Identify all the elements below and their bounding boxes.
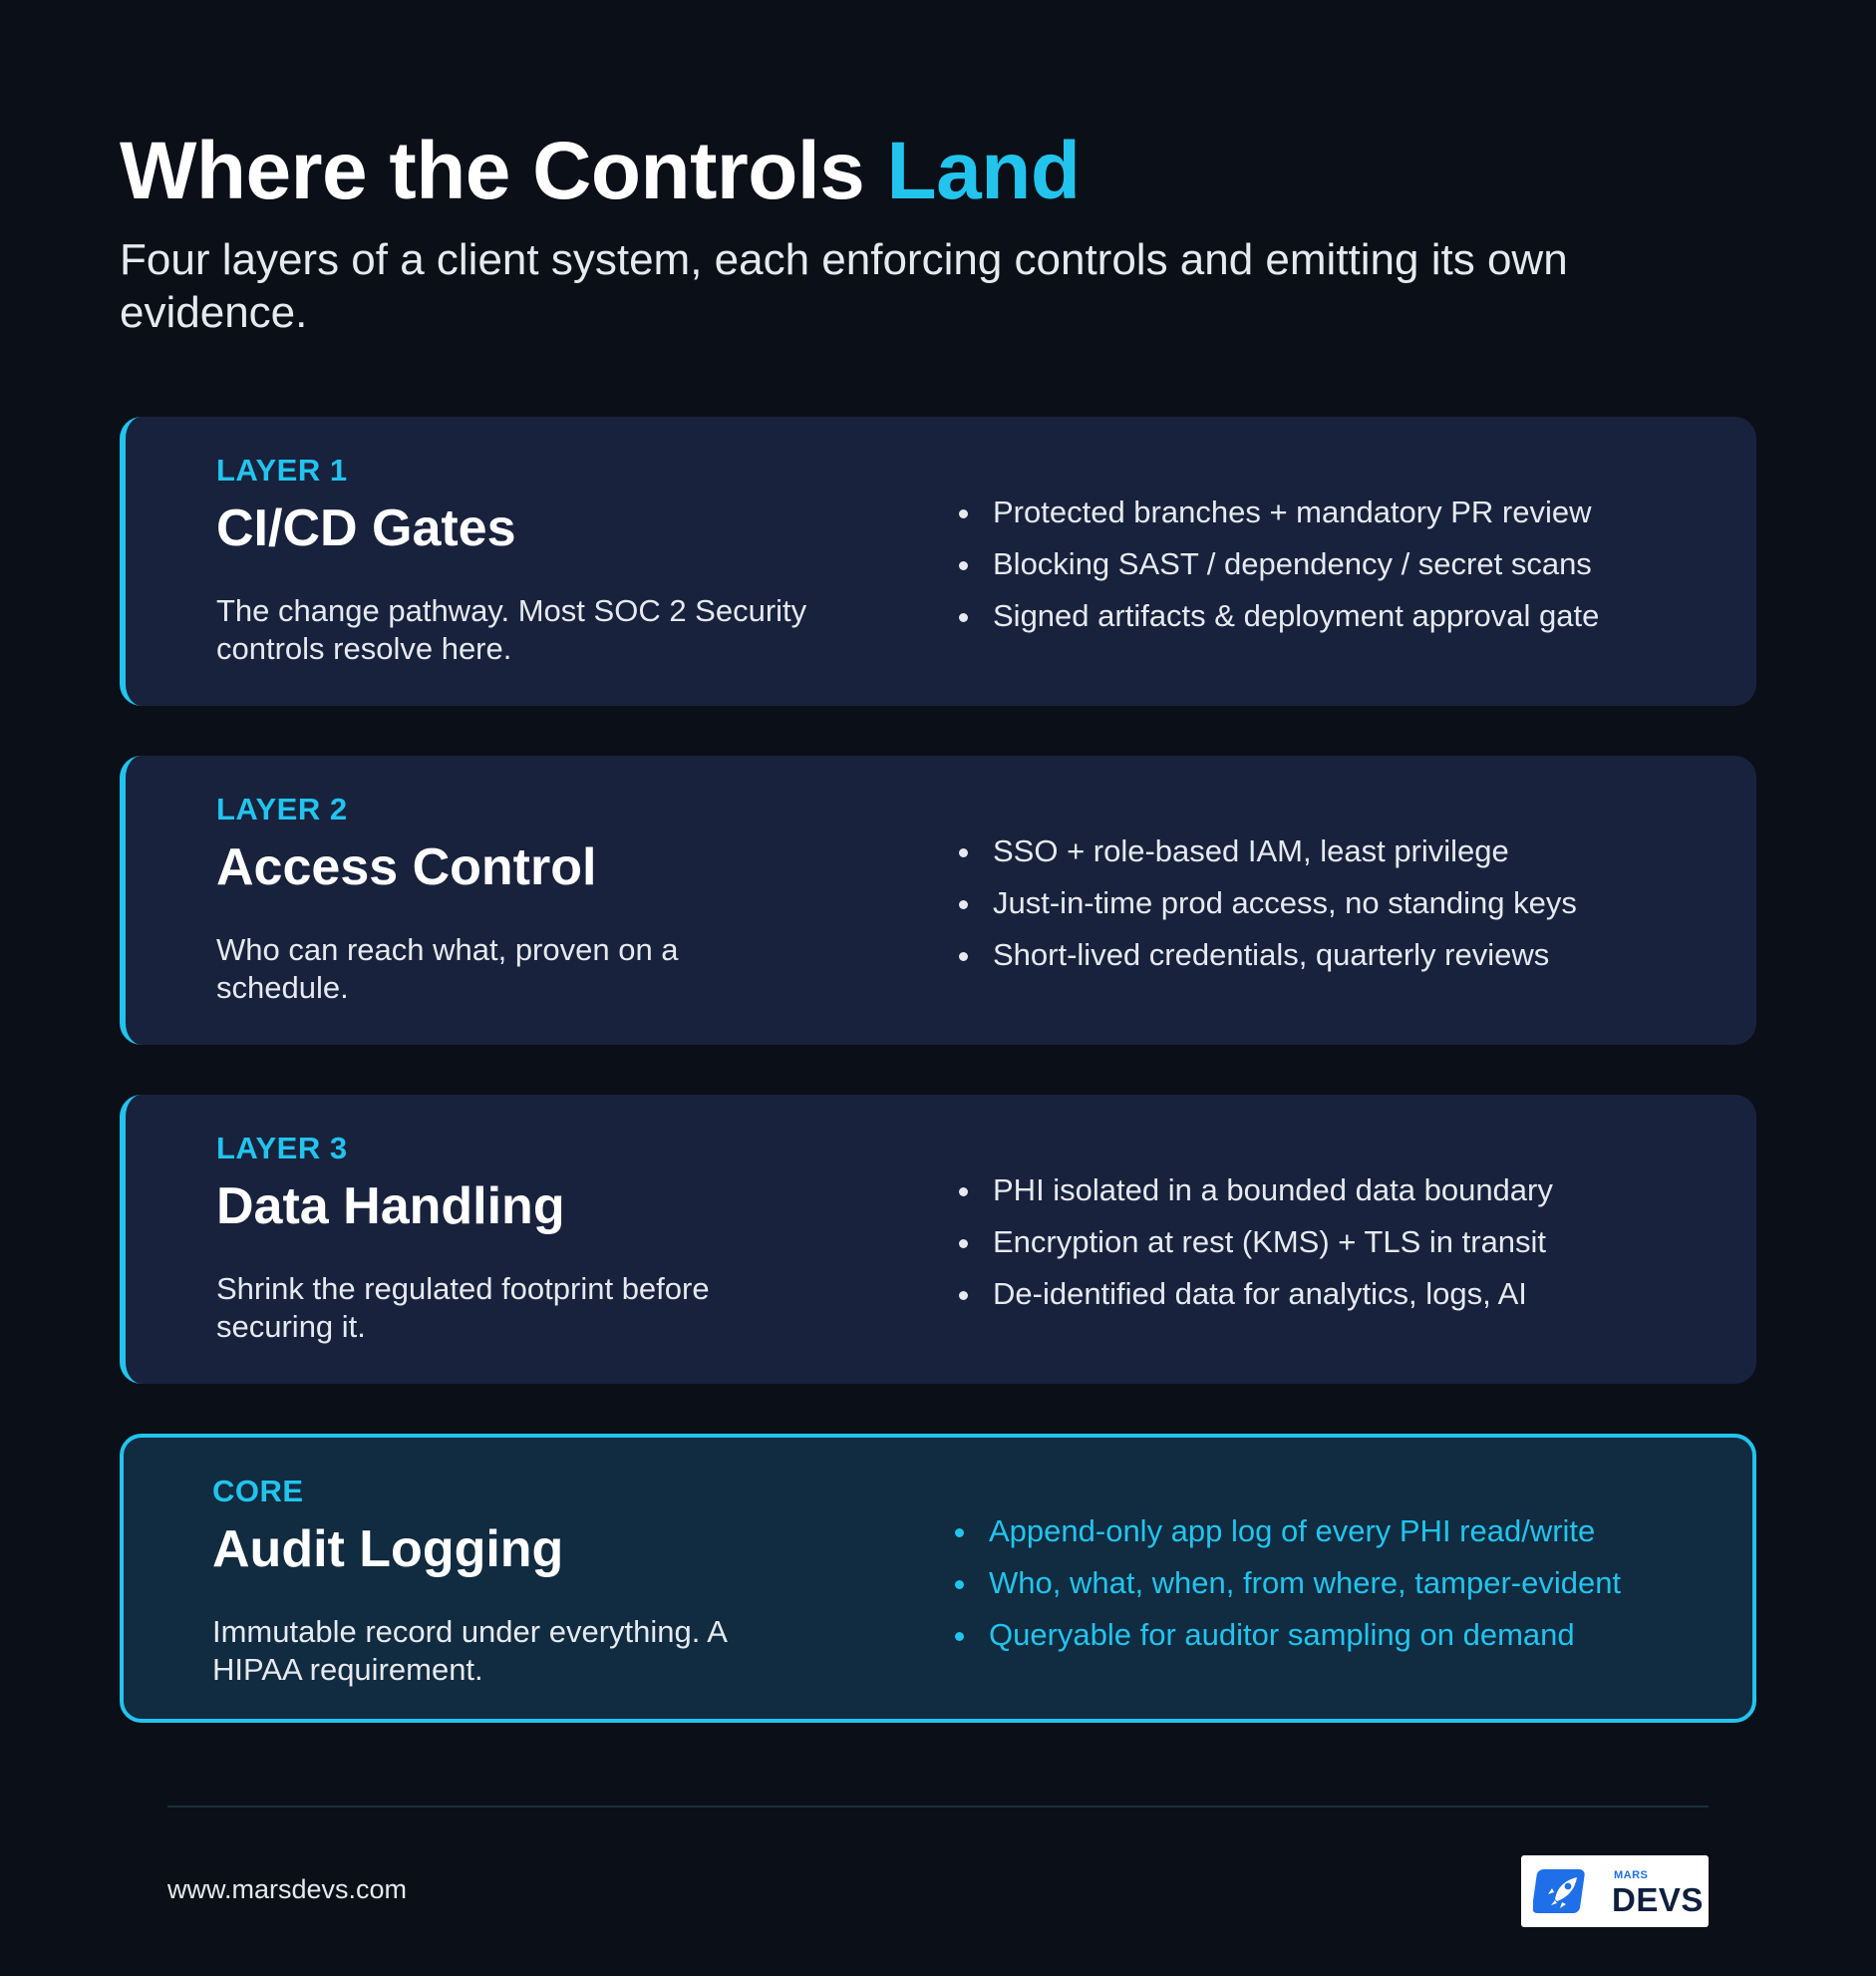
bullet-text: Just-in-time prod access, no standing keys: [993, 885, 1577, 920]
bullet-icon: [955, 1580, 964, 1589]
bullet-text: Who, what, when, from where, tamper-evident: [989, 1565, 1622, 1600]
list-item: [959, 929, 1577, 981]
layer-card-data-handling: [120, 1095, 1756, 1384]
layer-tag: CORE: [212, 1474, 304, 1508]
bullet-text: SSO + role-based IAM, least privilege: [993, 833, 1509, 868]
bullet-text: De-identified data for analytics, logs, AI: [993, 1276, 1527, 1311]
logo-mars-text: MARS: [1614, 1869, 1649, 1881]
bullet-text: Encryption at rest (KMS) + TLS in transit: [993, 1224, 1547, 1259]
layer-tag: LAYER 3: [216, 1131, 348, 1165]
bullet-icon: [959, 1239, 968, 1248]
bullet-icon: [959, 1187, 968, 1196]
marsdevs-logo[interactable]: [1521, 1855, 1709, 1927]
title-main: Where the Controls: [120, 126, 887, 216]
bullet-text: PHI isolated in a bounded data boundary: [993, 1172, 1553, 1207]
bullet-text: Blocking SAST / dependency / secret scans: [993, 546, 1592, 581]
layer-card-cicd: [120, 417, 1756, 706]
list-item: [955, 1557, 1621, 1609]
layer-bullet-list: [959, 487, 1599, 642]
bullet-icon: [955, 1632, 964, 1641]
bullet-icon: [959, 509, 968, 518]
layer-description: Shrink the regulated footprint before securing it.: [216, 1271, 710, 1344]
list-item: [959, 538, 1599, 590]
list-item: [959, 590, 1599, 642]
bullet-text: Short-lived credentials, quarterly reviews: [993, 937, 1550, 972]
layer-title: CI/CD Gates: [216, 499, 516, 557]
layer-bullet-list: [955, 1505, 1621, 1661]
list-item: [955, 1505, 1621, 1557]
bullet-text: Protected branches + mandatory PR review: [993, 494, 1592, 529]
layer-tag: LAYER 2: [216, 792, 348, 826]
layer-bullet-list: [959, 825, 1577, 981]
bullet-icon: [959, 952, 968, 961]
bullet-icon: [959, 561, 968, 570]
list-item: [959, 1216, 1553, 1268]
bullet-icon: [959, 613, 968, 622]
logo-devs-text: DEVS: [1612, 1881, 1704, 1918]
bullet-text: Signed artifacts & deployment approval gate: [993, 598, 1600, 633]
footer-divider: [167, 1806, 1709, 1808]
bullet-icon: [959, 1291, 968, 1300]
layer-title: Access Control: [216, 838, 597, 896]
bullet-text: Append-only app log of every PHI read/write: [989, 1513, 1596, 1548]
page-title: [120, 124, 1080, 219]
list-item: [959, 825, 1577, 877]
list-item: [959, 877, 1577, 929]
list-item: [955, 1609, 1621, 1661]
layer-card-audit-logging: [120, 1434, 1756, 1723]
layer-description: Who can reach what, proven on a schedule.: [216, 932, 679, 1005]
layer-description: Immutable record under everything. A HIPAA requirement.: [212, 1614, 727, 1687]
layer-bullet-list: [959, 1164, 1553, 1320]
layer-title: Data Handling: [216, 1177, 565, 1235]
title-accent: Land: [886, 126, 1081, 216]
rocket-icon: [1533, 1865, 1591, 1917]
layer-card-access-control: [120, 756, 1756, 1045]
list-item: [959, 1268, 1553, 1320]
layer-tag: LAYER 1: [216, 453, 348, 488]
page-subtitle: Four layers of a client system, each enforcing controls and emitting its own evidence.: [120, 235, 1568, 337]
bullet-text: Queryable for auditor sampling on demand: [989, 1617, 1575, 1652]
bullet-icon: [959, 848, 968, 857]
layer-title: Audit Logging: [212, 1520, 564, 1578]
footer-url[interactable]: www.marsdevs.com: [167, 1874, 408, 1904]
bullet-icon: [959, 900, 968, 909]
layer-description: The change pathway. Most SOC 2 Security controls resolve here.: [216, 593, 807, 666]
bullet-icon: [955, 1528, 964, 1537]
list-item: [959, 487, 1599, 538]
list-item: [959, 1164, 1553, 1216]
